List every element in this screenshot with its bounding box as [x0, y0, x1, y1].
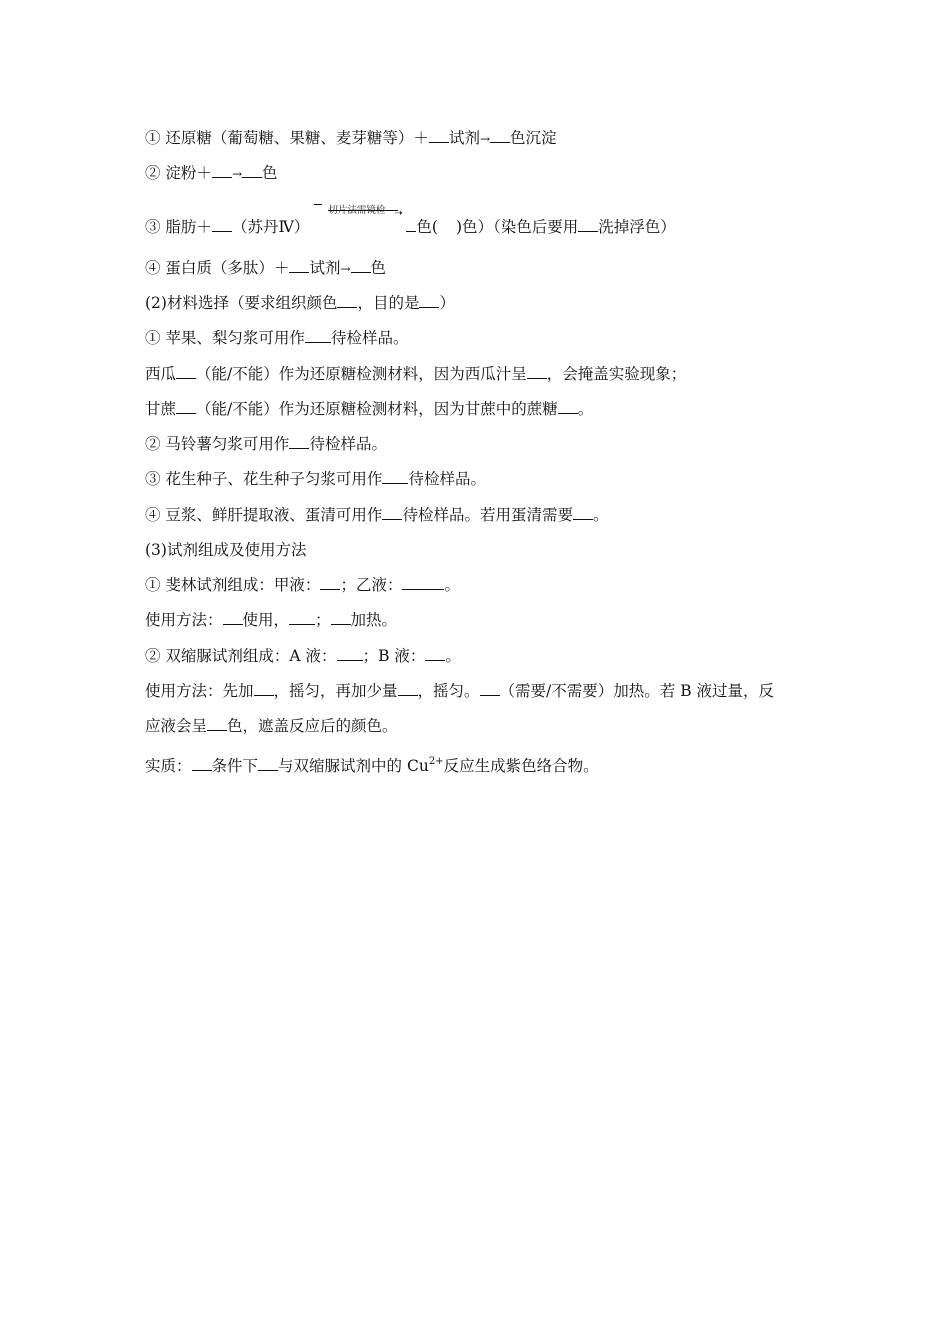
blank [337, 646, 363, 661]
arrow-head-icon: ➝ [394, 208, 403, 219]
text: ① 斐林试剂组成：甲液： [145, 576, 321, 594]
text: ③ 脂肪＋ [145, 218, 212, 236]
line-biuret [145, 645, 461, 667]
text: 实质： [145, 757, 192, 775]
line-biuret-usage-cont [145, 715, 398, 737]
arrow-icon: → [340, 262, 351, 276]
line-apple [145, 327, 408, 349]
blank [527, 364, 547, 379]
line-protein [145, 257, 386, 280]
blank [176, 399, 196, 414]
blank [337, 293, 357, 308]
text: ② 马铃薯匀浆可用作 [145, 435, 290, 453]
blank [351, 258, 371, 273]
line-fehling-usage [145, 609, 397, 631]
text: ，会掩盖实验现象； [546, 365, 687, 383]
blank [382, 469, 408, 484]
text: ； [315, 611, 331, 629]
blank [578, 217, 598, 232]
text: 色，遮盖反应后的颜色。 [227, 717, 398, 735]
blank [258, 756, 278, 771]
blank [331, 610, 351, 625]
line-fat [145, 205, 676, 238]
text: 。 [445, 647, 461, 665]
text: 使用方法：先加 [145, 682, 254, 700]
text: 待检样品。 [309, 435, 387, 453]
superscript: 2+ [428, 756, 444, 767]
text: 色 [262, 164, 278, 182]
text: 甘蔗 [145, 400, 177, 418]
blank [429, 128, 449, 143]
text: ，摇匀，再加少量 [273, 682, 398, 700]
text: 待检样品。 [330, 329, 409, 347]
text: 使用方法： [145, 611, 223, 629]
text: 试剂 [309, 259, 341, 277]
text: 洗掉浮色） [598, 218, 676, 236]
blank [573, 505, 593, 520]
text: 色沉淀 [510, 129, 557, 147]
blank [480, 681, 500, 696]
blank [305, 328, 331, 343]
line-starch [145, 162, 278, 185]
text: 待检样品。若用蛋清需要 [402, 506, 573, 524]
line-reagent-heading [145, 539, 306, 561]
blank [242, 163, 262, 178]
blank [192, 756, 212, 771]
text: 色 [370, 259, 387, 277]
line-sugarcane [145, 398, 593, 420]
text: )色）（染色后要用 [455, 218, 579, 236]
blank [223, 610, 243, 625]
text: 条件下 [211, 757, 259, 775]
line-reducing-sugar [145, 127, 557, 150]
text: ；B 液： [362, 647, 426, 665]
blank [406, 217, 416, 232]
text: ③ 花生种子、花生种子匀浆可用作 [145, 470, 383, 488]
blank [382, 505, 402, 520]
text: 使用， [242, 611, 290, 629]
blank [419, 293, 439, 308]
line-watermelon [145, 363, 686, 385]
blank [289, 610, 315, 625]
text: (2)材料选择（要求组织颜色 [145, 294, 338, 312]
text: ；乙液： [340, 576, 403, 594]
text: 反应生成紫色络合物。 [443, 757, 599, 775]
text: 。 [592, 506, 609, 524]
text: ① 苹果、梨匀浆可用作 [145, 329, 305, 347]
text: ④ 豆浆、鲜肝提取液、蛋清可用作 [145, 506, 383, 524]
arrow-shaft [328, 210, 398, 211]
text: ，摇匀。 [417, 682, 480, 700]
text: （需要/不需要）加热。若 B 液过量，反 [499, 682, 775, 700]
line-soymilk [145, 504, 608, 526]
blank [320, 575, 340, 590]
line-biuret-usage [145, 680, 774, 702]
blank [402, 575, 444, 590]
text: （苏丹Ⅳ） [231, 218, 310, 236]
blank [289, 258, 309, 273]
line-material-heading [145, 292, 455, 314]
text: 与双缩脲试剂中的 Cu [278, 757, 429, 775]
blank [490, 128, 510, 143]
text: ① 还原糖（葡萄糖、果糖、麦芽糖等）＋ [145, 129, 429, 147]
text: 西瓜 [145, 365, 177, 383]
text: （能/不能）作为还原糖检测材料，因为甘蔗中的蔗糖 [196, 400, 558, 418]
line-essence [145, 751, 599, 777]
blank [207, 716, 227, 731]
text: 加热。 [350, 611, 398, 629]
text: 色( [416, 218, 438, 236]
labeled-arrow [314, 205, 406, 232]
arrow-label: 切片法需镜检 [328, 205, 386, 216]
text: 应液会呈 [145, 717, 208, 735]
arrow-icon: → [479, 132, 491, 146]
blank [425, 646, 445, 661]
blank [558, 399, 578, 414]
line-potato [145, 433, 387, 455]
line-peanut [145, 468, 486, 490]
blank [289, 434, 309, 449]
text: ） [439, 294, 455, 312]
arrow-icon: → [231, 167, 242, 181]
text: ② 双缩脲试剂组成：A 液： [145, 647, 337, 665]
text: 待检样品。 [408, 470, 486, 488]
line-fehling [145, 574, 460, 596]
text: ② 淀粉＋ [145, 164, 212, 182]
arrow-lead [314, 204, 322, 205]
blank [176, 364, 196, 379]
text: (3)试剂组成及使用方法 [145, 541, 307, 559]
blank [398, 681, 418, 696]
text: 。 [444, 576, 460, 594]
blank [212, 163, 232, 178]
text: 。 [577, 400, 594, 418]
text: ，目的是 [357, 294, 420, 312]
blank [254, 681, 274, 696]
text: ④ 蛋白质（多肽）＋ [145, 259, 290, 277]
text: （能/不能）作为还原糖检测材料，因为西瓜汁呈 [196, 365, 527, 383]
text: 试剂 [448, 129, 480, 147]
blank [212, 217, 232, 232]
